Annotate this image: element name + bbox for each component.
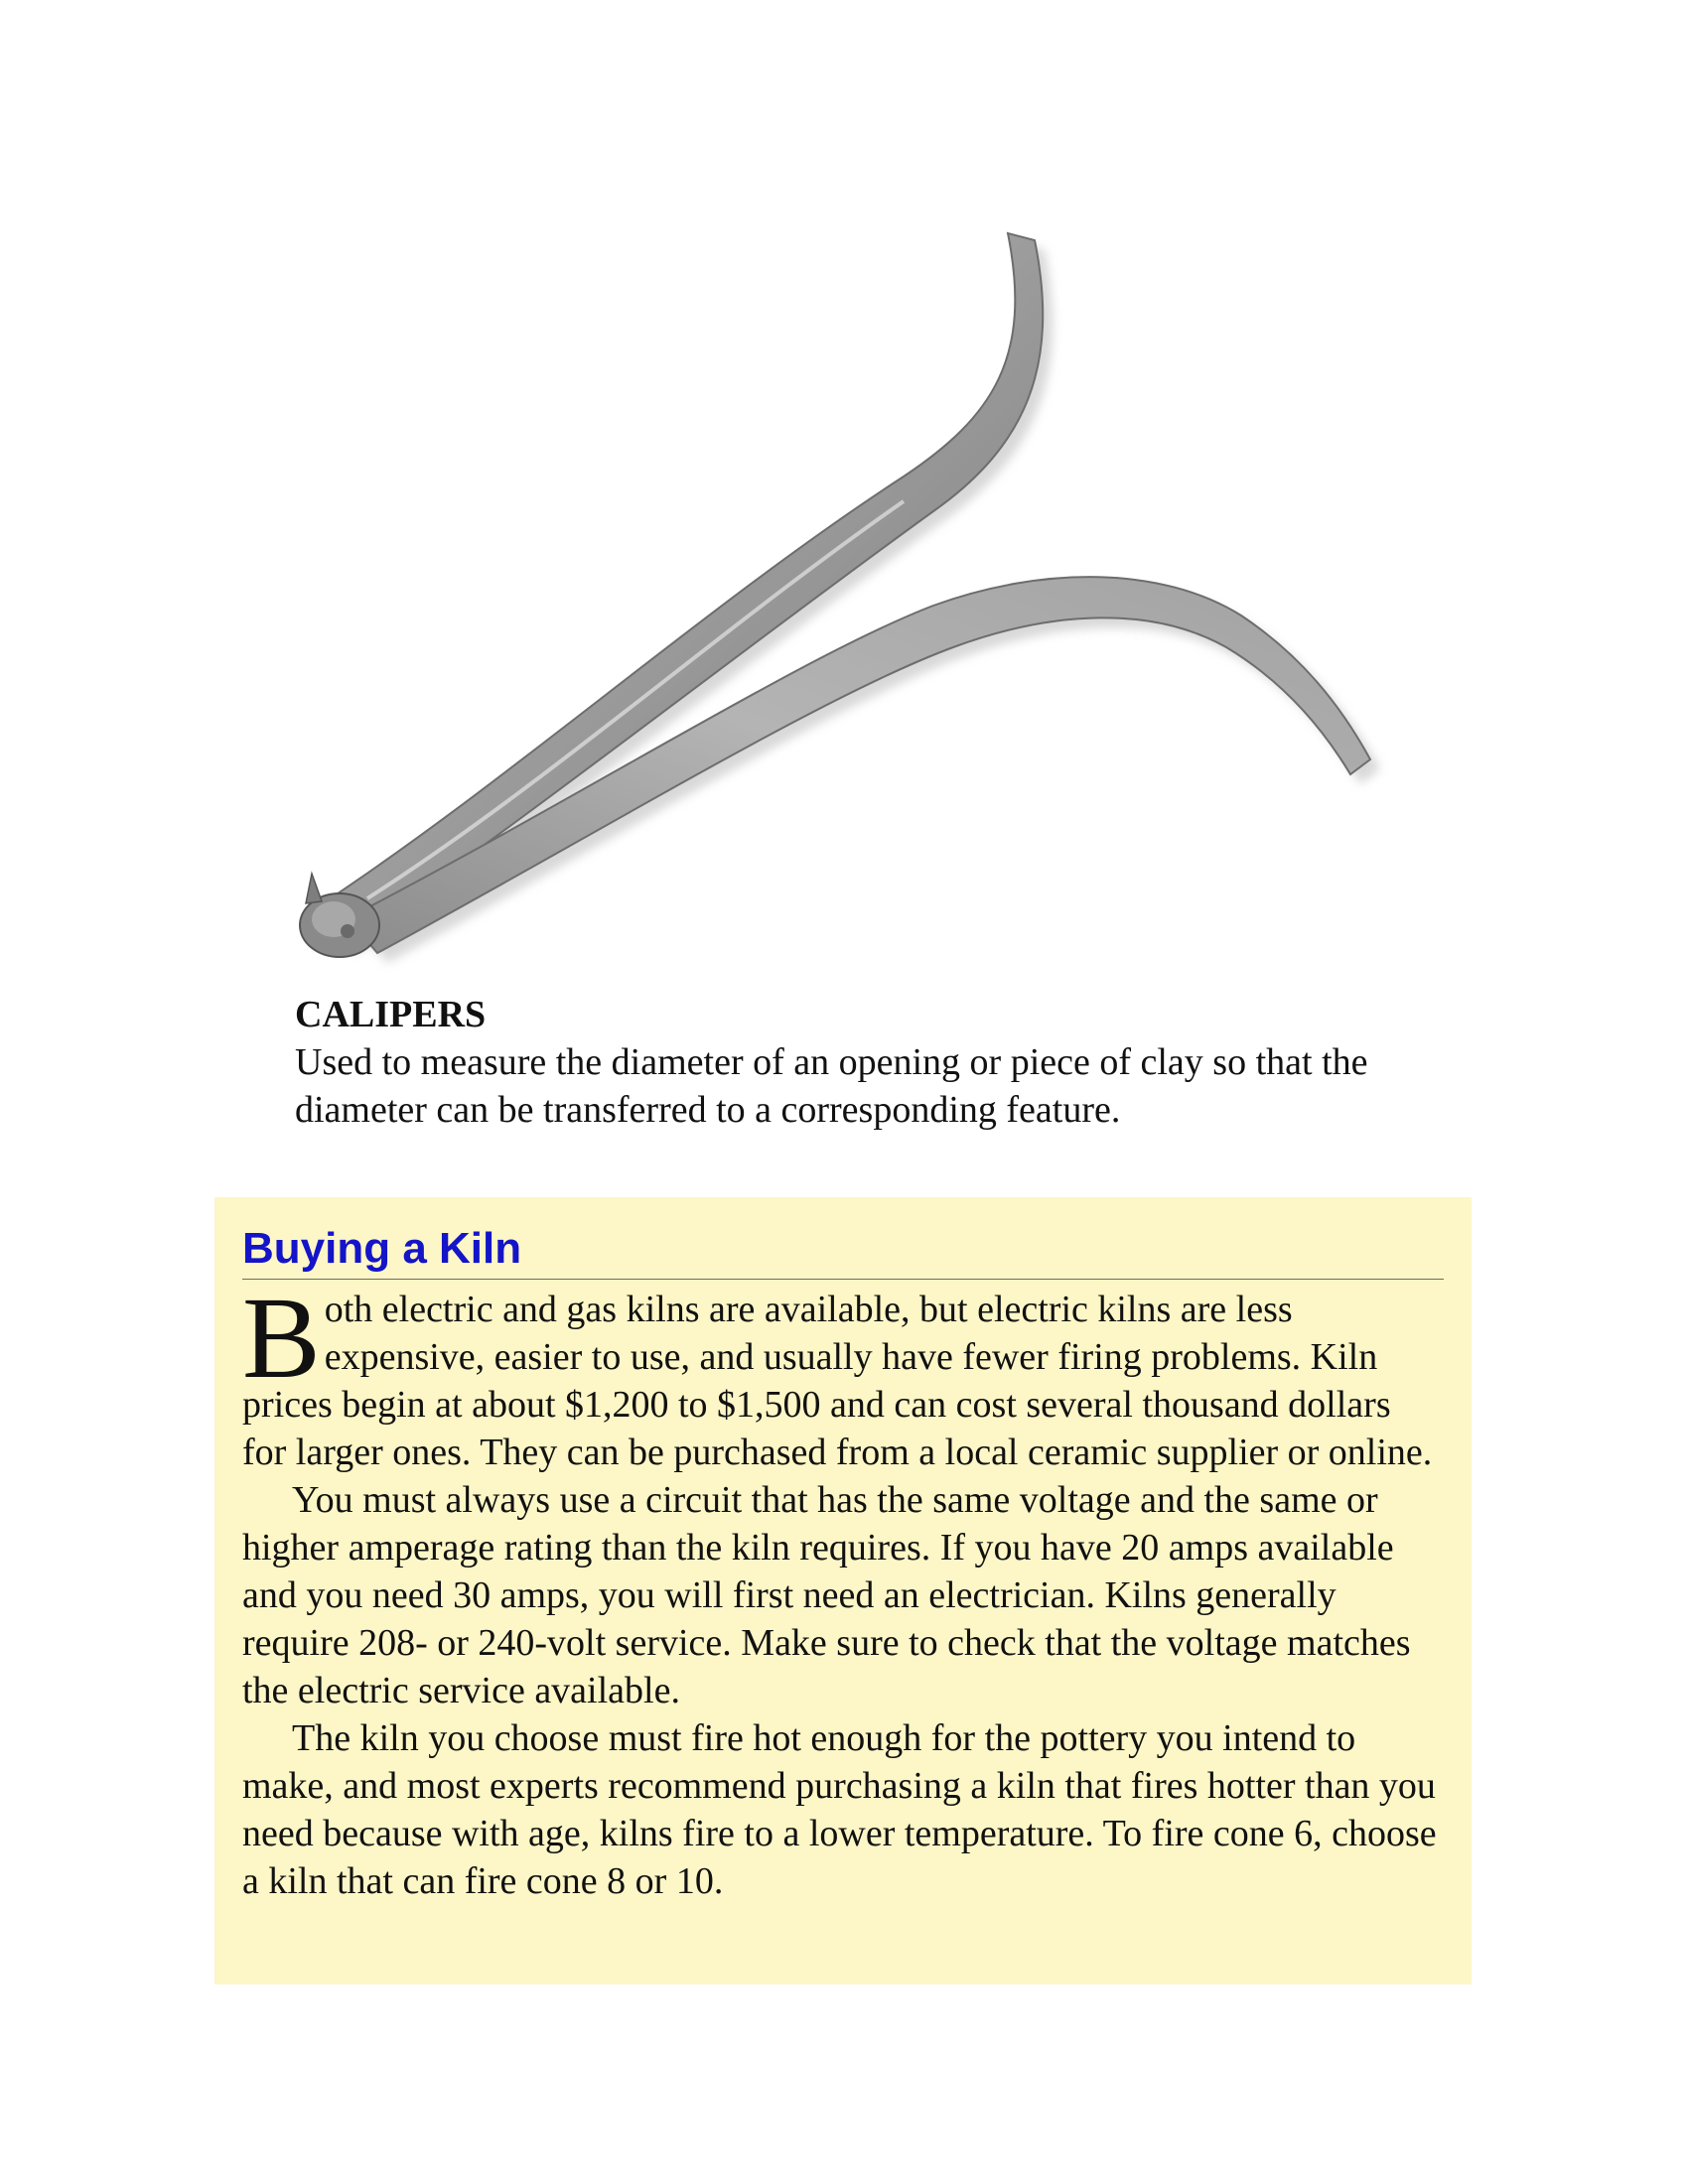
calipers-icon bbox=[288, 189, 1410, 983]
sidebar-paragraph-2: You must always use a circuit that has the same voltage and the same or higher amperage rating than the kiln requires. If you have 20 amps available and you need 30 amps, you will first need an electrician. Kilns generally require 208- or 240-volt service. Make sure to check that the voltage matches the electric service available. bbox=[242, 1479, 1411, 1711]
figure-caption bbox=[295, 991, 1437, 1134]
sidebar-paragraph-3: The kiln you choose must fire hot enough for the pottery you intend to make, and most experts recommend purchasing a kiln that fires hotter than you need because with age, kilns fire to a lower temperature. To fire cone 6, choose a kiln that can fire cone 8 or 10. bbox=[242, 1717, 1437, 1902]
caption-text: Used to measure the diameter of an opening or piece of clay so that the diameter can be transferred to a corresponding feature. bbox=[295, 1041, 1368, 1131]
sidebar-heading: Buying a Kiln bbox=[242, 1223, 1444, 1280]
sidebar-body bbox=[242, 1273, 1444, 1905]
drop-cap: B bbox=[242, 1273, 321, 1403]
sidebar-paragraph-1 bbox=[242, 1273, 1444, 1476]
caption-title: CALIPERS bbox=[295, 994, 487, 1035]
paragraph-text: oth electric and gas kilns are available, but electric kilns are less expensive, easier to use, and usually have fewer firing problems. Kiln prices begin at about $1,200 to $1,500 and can cost several thousand dollars for larger ones. They can be purchased from a local ceramic supplier or online. bbox=[242, 1289, 1433, 1473]
caliper-upper-leg bbox=[308, 233, 1043, 943]
calipers-figure bbox=[288, 189, 1410, 983]
sidebar-box bbox=[214, 1197, 1472, 1984]
